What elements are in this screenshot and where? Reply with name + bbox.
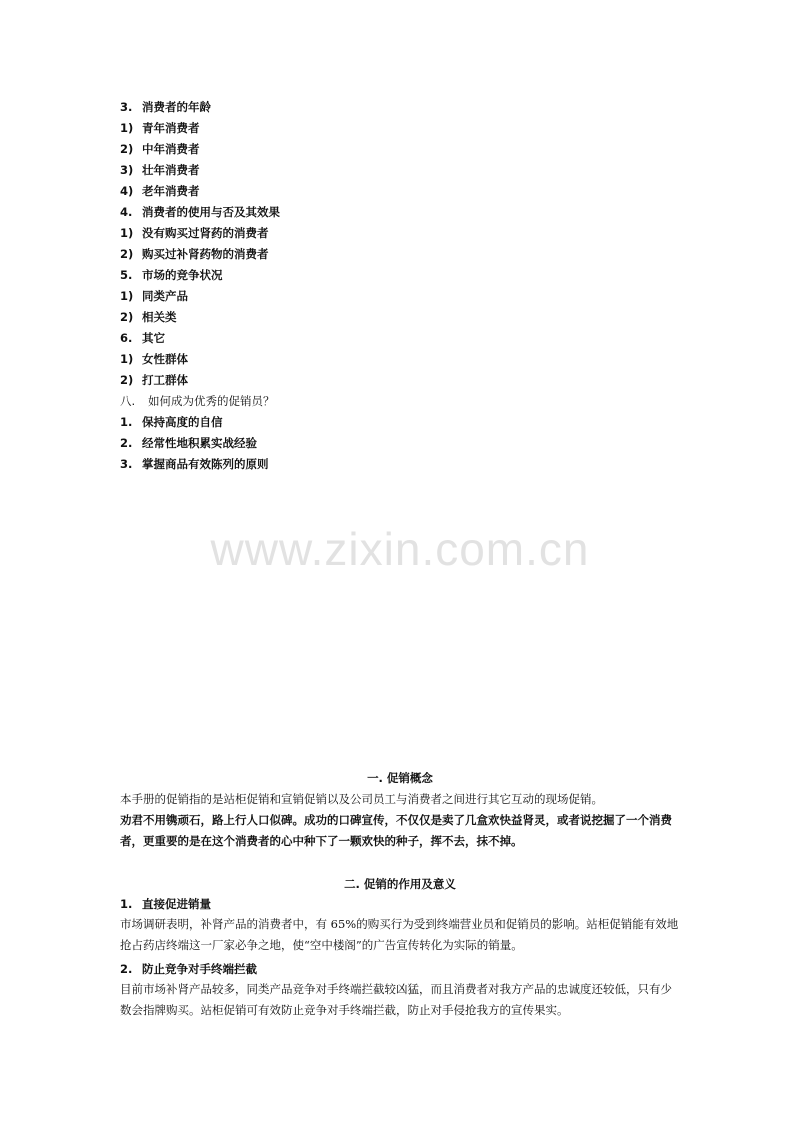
outline-item-text: 同类产品 bbox=[142, 289, 188, 303]
outline-item-number: 3) bbox=[120, 163, 134, 177]
outline-item-number: 2) bbox=[120, 247, 134, 261]
outline-item-number: 2) bbox=[120, 373, 134, 387]
outline-item bbox=[120, 99, 211, 115]
section-heading-promotion-concept: 一. 促销概念 bbox=[367, 771, 433, 785]
outline-item-text: 老年消费者 bbox=[142, 184, 200, 198]
outline-item-text: 女性群体 bbox=[142, 352, 188, 366]
subheading-title: 防止竞争对手终端拦截 bbox=[142, 962, 257, 976]
subheading-number: 2. bbox=[120, 962, 133, 976]
watermark: www.zixin.com.cn bbox=[210, 523, 590, 575]
outline-item bbox=[120, 435, 257, 451]
outline-item-number: 6. bbox=[120, 331, 133, 345]
outline-item bbox=[120, 330, 165, 346]
subheading-prevent-interception bbox=[120, 961, 257, 977]
outline-item-text: 掌握商品有效陈列的原则 bbox=[142, 457, 269, 471]
outline-item bbox=[120, 393, 275, 409]
paragraph-word-of-mouth: 劝君不用镌顽石，路上行人口似碑。成功的口碑宣传，不仅仅是卖了几盒欢快益肾灵，或者说挖掘了一个消费者，更重要的是在这个消费者的心中种下了一颗欢快的种子，挥不去，抹不掉。 bbox=[120, 813, 672, 848]
outline-item-number: 1) bbox=[120, 352, 134, 366]
outline-item-text: 市场的竞争状况 bbox=[142, 268, 223, 282]
outline-item-number: 5. bbox=[120, 268, 133, 282]
outline-item-text: 青年消费者 bbox=[142, 121, 200, 135]
outline-item-text: 购买过补肾药物的消费者 bbox=[142, 247, 269, 261]
subheading-boost-sales bbox=[120, 896, 211, 912]
outline-item-number: 1. bbox=[120, 415, 133, 429]
subheading-number: 1. bbox=[120, 897, 133, 911]
outline-item-text: 相关类 bbox=[142, 310, 177, 324]
outline-item bbox=[120, 456, 269, 472]
outline-item-number: 2) bbox=[120, 310, 134, 324]
outline-item-number: 3. bbox=[120, 457, 133, 471]
outline-item bbox=[120, 267, 223, 283]
outline-item bbox=[120, 141, 200, 157]
outline-item bbox=[120, 225, 269, 241]
outline-item-text: 中年消费者 bbox=[142, 142, 200, 156]
outline-item-text: 消费者的使用与否及其效果 bbox=[142, 205, 280, 219]
outline-item-text: 打工群体 bbox=[142, 373, 188, 387]
outline-item bbox=[120, 162, 200, 178]
outline-item bbox=[120, 288, 188, 304]
outline-item-number: 4) bbox=[120, 184, 134, 198]
outline-item-text: 其它 bbox=[142, 331, 165, 345]
outline-item bbox=[120, 183, 200, 199]
outline-item-number: 八. bbox=[120, 394, 136, 408]
outline-item-text: 没有购买过肾药的消费者 bbox=[142, 226, 269, 240]
outline-item-text: 经常性地积累实战经验 bbox=[142, 436, 257, 450]
outline-item bbox=[120, 351, 188, 367]
outline-item-text: 保持高度的自信 bbox=[142, 415, 223, 429]
outline-item-number: 1) bbox=[120, 121, 134, 135]
outline-item-number: 3. bbox=[120, 100, 133, 114]
outline-item-text: 壮年消费者 bbox=[142, 163, 200, 177]
outline-item bbox=[120, 309, 177, 325]
outline-item-number: 4. bbox=[120, 205, 133, 219]
outline-item bbox=[120, 246, 269, 262]
section-heading-role-significance: 二. 促销的作用及意义 bbox=[344, 877, 456, 891]
outline-item bbox=[120, 414, 223, 430]
paragraph-prevent-interception: 目前市场补肾产品较多，同类产品竞争对手终端拦截较凶猛，而且消费者对我方产品的忠诚度还较低，只有少数会指牌购买。站柜促销可有效防止竞争对手终端拦截，防止对手侵抢我方的宣传果实。 bbox=[120, 982, 672, 1017]
outline-item bbox=[120, 120, 200, 136]
outline-item bbox=[120, 372, 188, 388]
outline-item bbox=[120, 204, 280, 220]
paragraph-boost-sales: 市场调研表明，补肾产品的消费者中，有 65%的购买行为受到终端营业员和促销员的影响。站柜促销能有效地抢占药店终端这一厂家必争之地，使“空中楼阁”的广告宣传转化为实际的销量。 bbox=[120, 917, 679, 952]
outline-item-number: 1) bbox=[120, 226, 134, 240]
subheading-title: 直接促进销量 bbox=[142, 897, 211, 911]
outline-item-text: 如何成为优秀的促销员？ bbox=[148, 394, 275, 408]
outline-item-number: 2) bbox=[120, 142, 134, 156]
outline-item-number: 2. bbox=[120, 436, 133, 450]
outline-item-number: 1) bbox=[120, 289, 134, 303]
paragraph-promotion-definition: 本手册的促销指的是站柜促销和宣销促销以及公司员工与消费者之间进行其它互动的现场促销。 bbox=[120, 792, 603, 806]
outline-item-text: 消费者的年龄 bbox=[142, 100, 211, 114]
